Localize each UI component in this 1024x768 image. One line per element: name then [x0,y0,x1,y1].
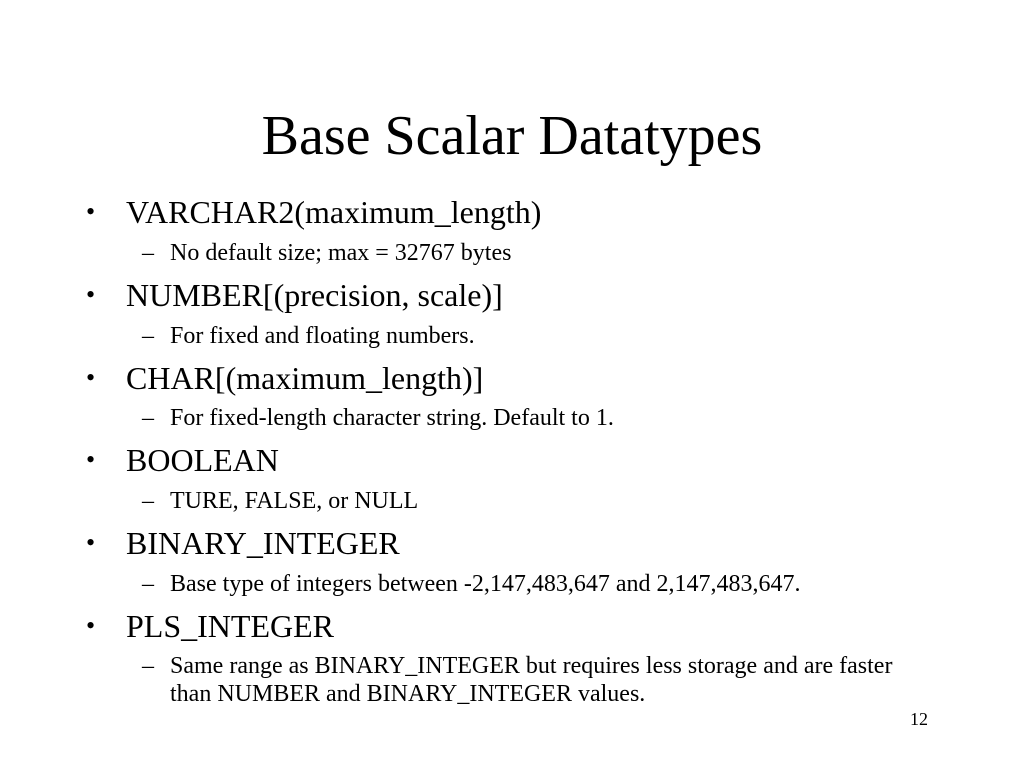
dash-icon: – [142,488,154,514]
bullet-text: PLS_INTEGER [126,608,334,644]
bullet-item [86,608,334,644]
bullet-text: CHAR[(maximum_length)] [126,360,484,396]
dash-icon: – [142,571,154,597]
bullet-item [86,194,542,230]
bullet-item [86,360,484,396]
bullet-icon: • [86,445,96,474]
dash-icon: – [142,653,154,679]
bullet-text: BOOLEAN [126,442,279,478]
slide-title: Base Scalar Datatypes [261,105,763,167]
sub-bullet-item [142,322,930,350]
sub-bullet-item [142,404,930,432]
bullet-icon: • [86,197,96,226]
sub-bullet-text: No default size; max = 32767 bytes [170,240,512,266]
bullet-icon: • [86,280,96,309]
dash-icon: – [142,323,154,349]
sub-bullet-item [142,570,930,598]
sub-bullet-text: Same range as BINARY_INTEGER but requires less storage and are faster than NUMBER and BINARY_INTEGER values. [170,653,893,707]
sub-bullet-item [142,239,930,267]
dash-icon: – [142,405,154,431]
sub-bullet-item [142,652,930,708]
dash-icon: – [142,240,154,266]
bullet-text: NUMBER[(precision, scale)] [126,277,503,313]
bullet-text: BINARY_INTEGER [126,525,400,561]
bullet-item [86,277,503,313]
bullet-icon: • [86,363,96,392]
bullet-icon: • [86,528,96,557]
bullet-icon: • [86,611,96,640]
sub-bullet-text: TURE, FALSE, or NULL [170,488,419,514]
sub-bullet-text: For fixed and floating numbers. [170,323,475,349]
page-number: 12 [910,709,928,729]
bullet-item [86,442,279,478]
sub-bullet-text: For fixed-length character string. Default to 1. [170,405,614,431]
sub-bullet-item [142,487,930,515]
bullet-item [86,525,400,561]
bullet-text: VARCHAR2(maximum_length) [126,194,542,230]
sub-bullet-text: Base type of integers between -2,147,483,647 and 2,147,483,647. [170,571,801,597]
